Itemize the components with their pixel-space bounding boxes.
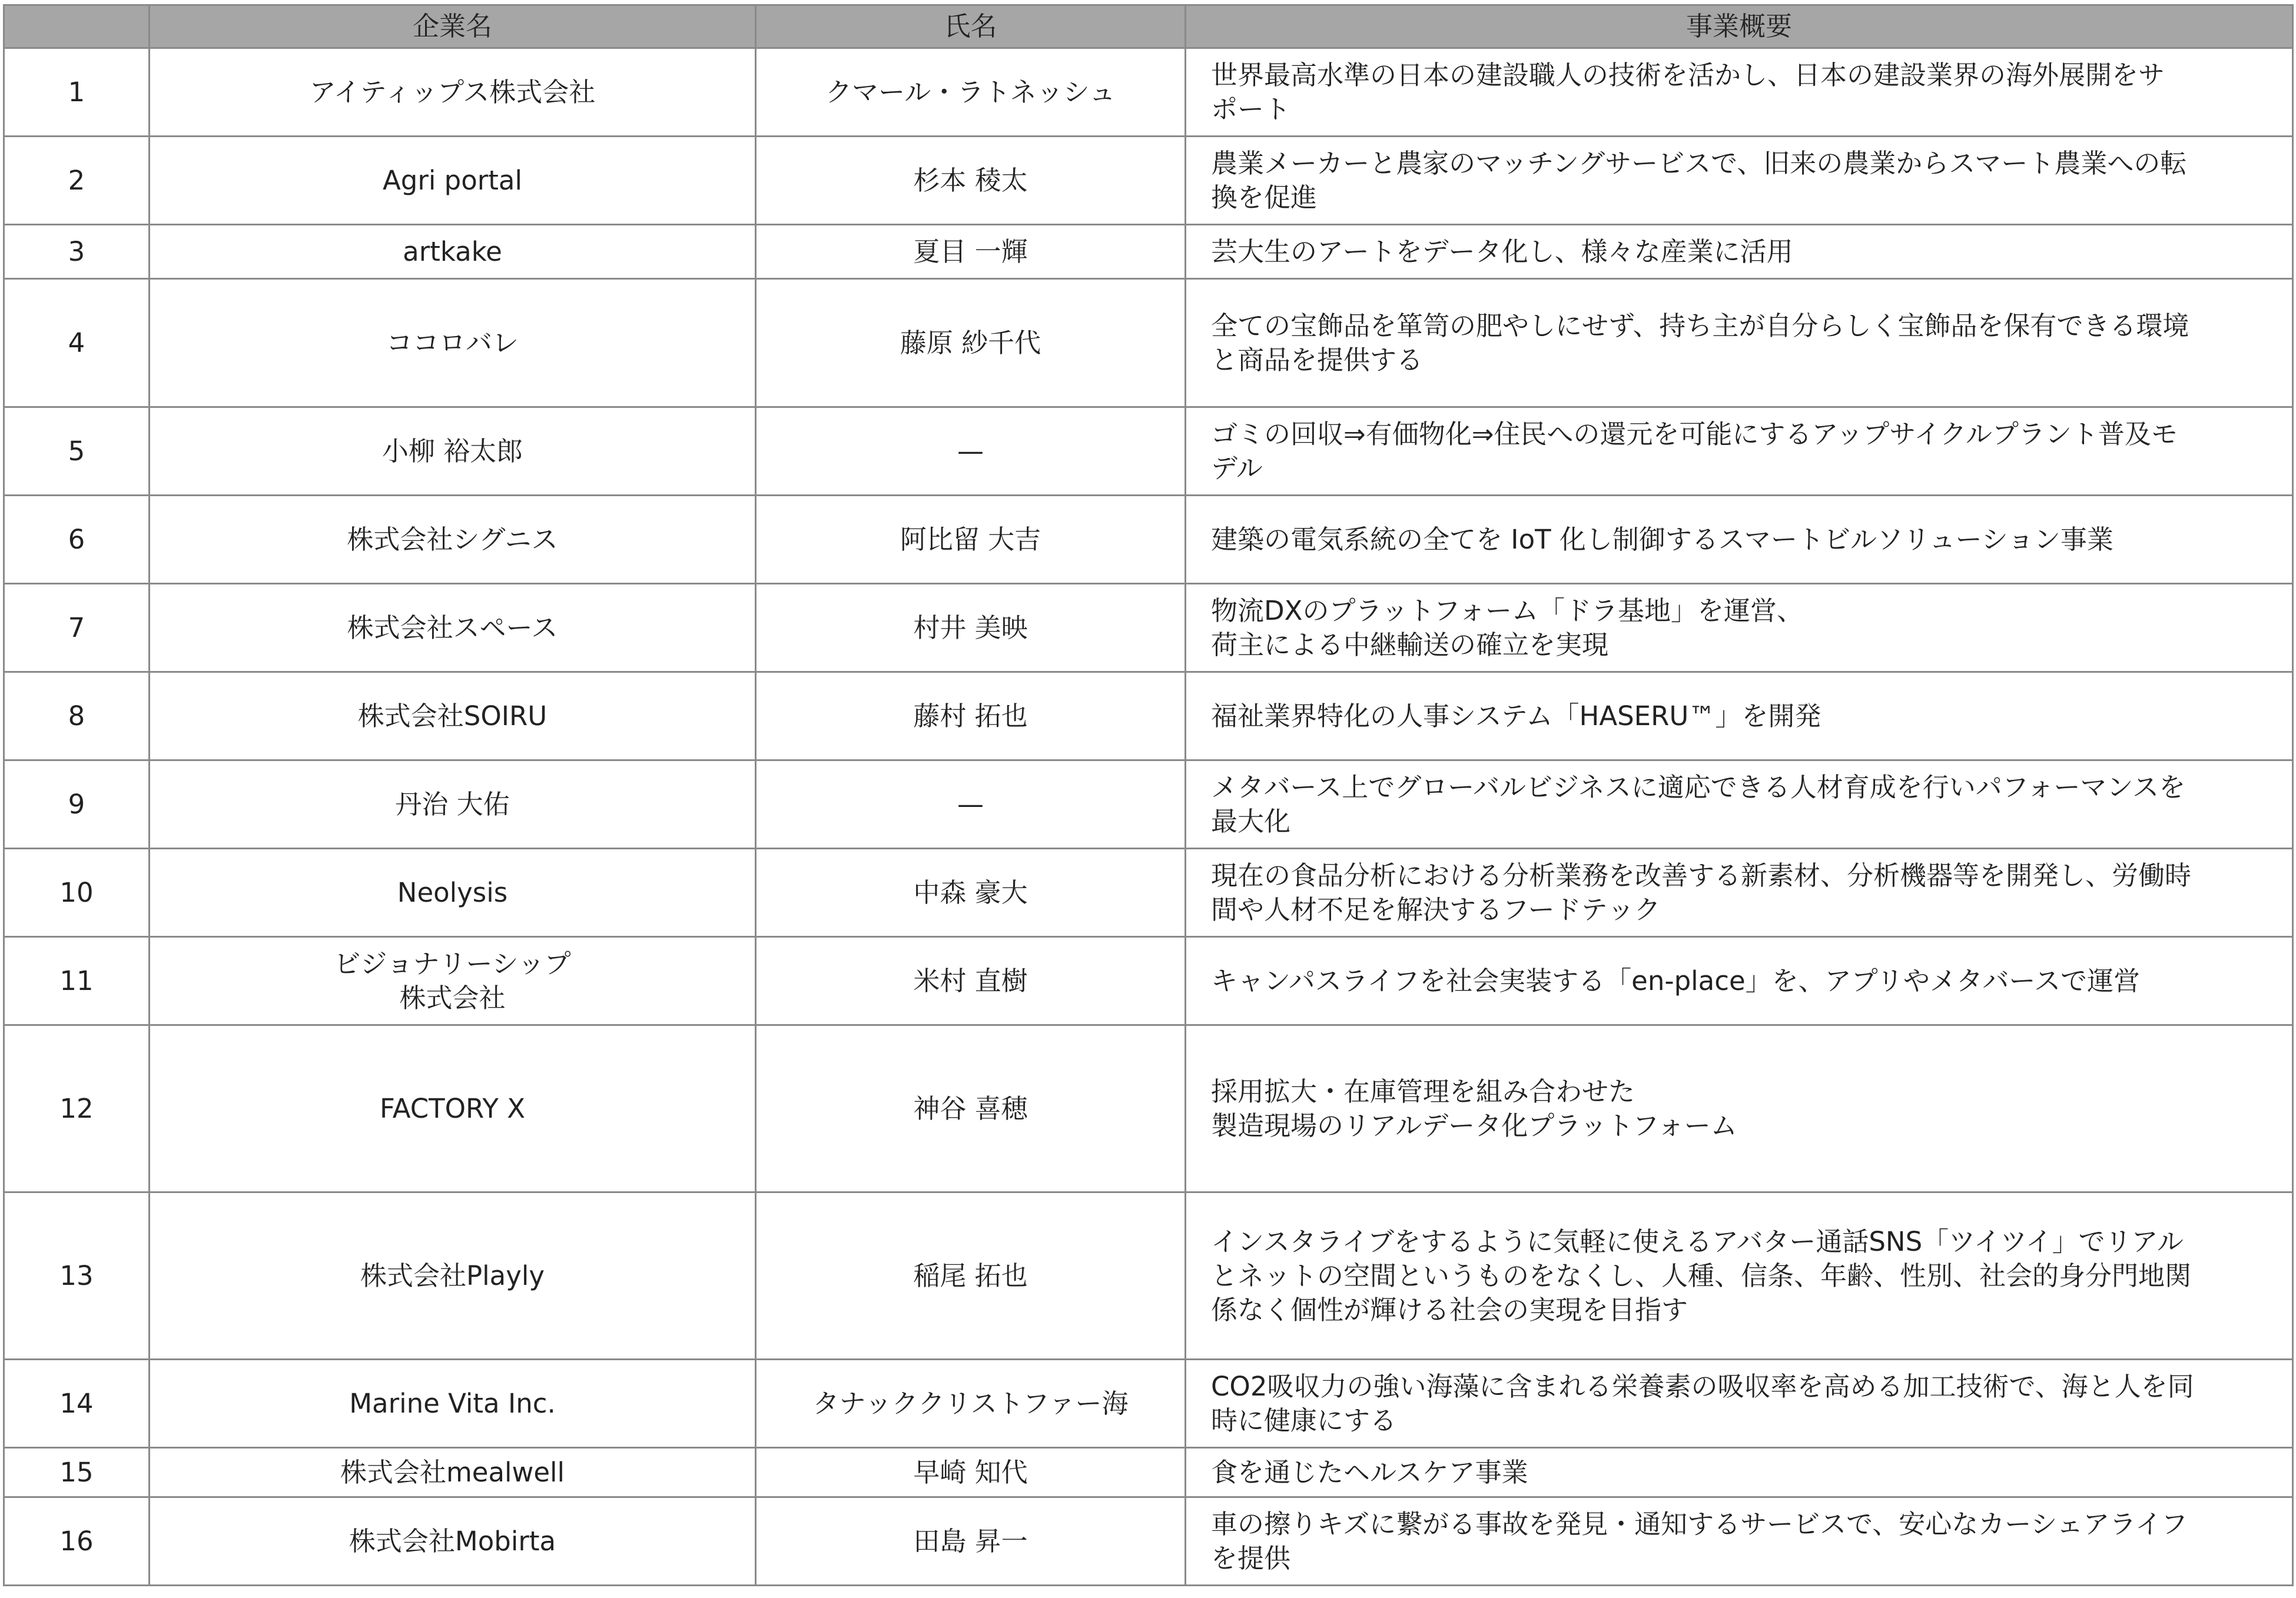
row-number: 13	[4, 1192, 150, 1360]
table-row	[4, 672, 2293, 760]
business-summary: キャンパスライフを社会実装する「en-place」を、アプリやメタバースで運営	[1186, 937, 2293, 1025]
row-number: 14	[4, 1360, 150, 1448]
row-number: 12	[4, 1025, 150, 1192]
company-name: 小柳 裕太郎	[150, 407, 756, 496]
header-business-summary: 事業概要	[1186, 5, 2293, 48]
business-summary: 現在の食品分析における分析業務を改善する新素材、分析機器等を開発し、労働時 間や人材不足を解決するフードテック	[1186, 849, 2293, 937]
table-row	[4, 1360, 2293, 1448]
table-row	[4, 279, 2293, 407]
person-name: 村井 美映	[756, 584, 1186, 672]
table-row	[4, 225, 2293, 279]
row-number: 16	[4, 1497, 150, 1586]
table-row	[4, 584, 2293, 672]
person-name: 神谷 喜穂	[756, 1025, 1186, 1192]
company-name: 株式会社Playly	[150, 1192, 756, 1360]
business-summary: 物流DXのプラットフォーム「ドラ基地」を運営、 荷主による中継輸送の確立を実現	[1186, 584, 2293, 672]
row-number: 15	[4, 1448, 150, 1497]
person-name: —	[756, 760, 1186, 849]
header-person-name: 氏名	[756, 5, 1186, 48]
business-summary: 農業メーカーと農家のマッチングサービスで、旧来の農業からスマート農業への転 換を促進	[1186, 137, 2293, 225]
business-summary: 車の擦りキズに繋がる事故を発見・通知するサービスで、安心なカーシェアライフ を提供	[1186, 1497, 2293, 1586]
row-number: 5	[4, 407, 150, 496]
person-name: 杉本 稜太	[756, 137, 1186, 225]
row-number: 10	[4, 849, 150, 937]
table-header-row	[4, 5, 2293, 48]
table-row	[4, 496, 2293, 584]
row-number: 9	[4, 760, 150, 849]
company-name: Agri portal	[150, 137, 756, 225]
business-summary: 芸大生のアートをデータ化し、様々な産業に活用	[1186, 225, 2293, 279]
person-name: 藤村 拓也	[756, 672, 1186, 760]
company-name: Neolysis	[150, 849, 756, 937]
table-row	[4, 1448, 2293, 1497]
person-name: 稲尾 拓也	[756, 1192, 1186, 1360]
table-row	[4, 760, 2293, 849]
table-row	[4, 1025, 2293, 1192]
table-row	[4, 849, 2293, 937]
row-number: 1	[4, 48, 150, 137]
table-row	[4, 1192, 2293, 1360]
business-summary: 建築の電気系統の全てを IoT 化し制御するスマートビルソリューション事業	[1186, 496, 2293, 584]
company-name: 株式会社SOIRU	[150, 672, 756, 760]
person-name: 夏目 一輝	[756, 225, 1186, 279]
business-summary: 世界最高水準の日本の建設職人の技術を活かし、日本の建設業界の海外展開をサ ポート	[1186, 48, 2293, 137]
table-row	[4, 937, 2293, 1025]
header-company-name: 企業名	[150, 5, 756, 48]
table-row	[4, 1497, 2293, 1586]
person-name: 藤原 紗千代	[756, 279, 1186, 407]
person-name: 米村 直樹	[756, 937, 1186, 1025]
person-name: 早崎 知代	[756, 1448, 1186, 1497]
business-summary: ゴミの回収⇒有価物化⇒住民への還元を可能にするアップサイクルプラント普及モ デル	[1186, 407, 2293, 496]
row-number: 4	[4, 279, 150, 407]
row-number: 3	[4, 225, 150, 279]
company-name: 株式会社Mobirta	[150, 1497, 756, 1586]
company-name: FACTORY X	[150, 1025, 756, 1192]
company-name: 丹治 大佑	[150, 760, 756, 849]
company-table	[3, 4, 2294, 1586]
company-name: 株式会社mealwell	[150, 1448, 756, 1497]
person-name: クマール・ラトネッシュ	[756, 48, 1186, 137]
person-name: 中森 豪大	[756, 849, 1186, 937]
business-summary: メタバース上でグローバルビジネスに適応できる人材育成を行いパフォーマンスを 最大化	[1186, 760, 2293, 849]
company-table-container	[3, 4, 2292, 1586]
company-name: ココロバレ	[150, 279, 756, 407]
business-summary: 食を通じたヘルスケア事業	[1186, 1448, 2293, 1497]
row-number: 2	[4, 137, 150, 225]
person-name: タナッククリストファー海	[756, 1360, 1186, 1448]
person-name: —	[756, 407, 1186, 496]
table-row	[4, 407, 2293, 496]
header-number	[4, 5, 150, 48]
person-name: 田島 昇一	[756, 1497, 1186, 1586]
person-name: 阿比留 大吉	[756, 496, 1186, 584]
business-summary: 福祉業界特化の人事システム「HASERU™」を開発	[1186, 672, 2293, 760]
business-summary: 全ての宝飾品を箪笥の肥やしにせず、持ち主が自分らしく宝飾品を保有できる環境 と商品を提供する	[1186, 279, 2293, 407]
row-number: 11	[4, 937, 150, 1025]
business-summary: インスタライブをするように気軽に使えるアバター通話SNS「ツイツイ」でリアル とネットの空間というものをなくし、人種、信条、年齢、性別、社会的身分門地関 係なく個性が輝ける社会の実現を目指す	[1186, 1192, 2293, 1360]
table-row	[4, 137, 2293, 225]
company-name: 株式会社スペース	[150, 584, 756, 672]
row-number: 8	[4, 672, 150, 760]
business-summary: CO2吸収力の強い海藻に含まれる栄養素の吸収率を高める加工技術で、海と人を同 時に健康にする	[1186, 1360, 2293, 1448]
company-name: Marine Vita Inc.	[150, 1360, 756, 1448]
table-row	[4, 48, 2293, 137]
company-name: アイティップス株式会社	[150, 48, 756, 137]
business-summary: 採用拡大・在庫管理を組み合わせた 製造現場のリアルデータ化プラットフォーム	[1186, 1025, 2293, 1192]
company-name: 株式会社シグニス	[150, 496, 756, 584]
company-name: artkake	[150, 225, 756, 279]
company-name: ビジョナリーシップ 株式会社	[150, 937, 756, 1025]
row-number: 7	[4, 584, 150, 672]
row-number: 6	[4, 496, 150, 584]
